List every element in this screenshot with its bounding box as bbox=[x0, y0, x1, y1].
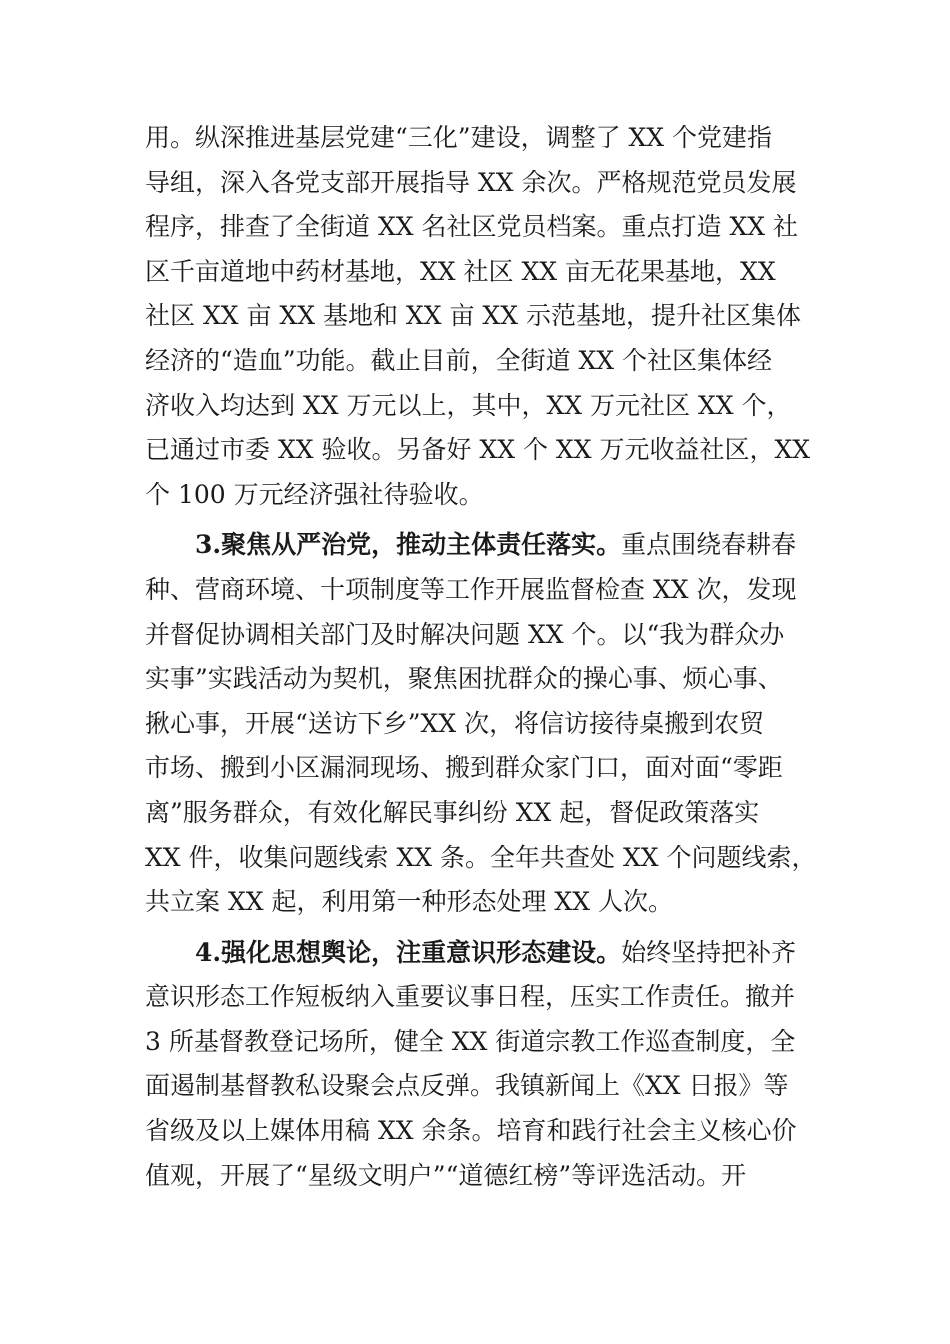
text-line: 3 所基督教登记场所，健全 XX 街道宗教工作巡查制度，全 bbox=[145, 1026, 796, 1056]
text-line: 并督促协调相关部门及时解决问题 XX 个。以“我为群众办 bbox=[145, 619, 785, 649]
text-line: 已通过市委 XX 验收。另备好 XX 个 XX 万元收益社区，XX bbox=[145, 435, 811, 465]
text-line: XX 件，收集问题线索 XX 条。全年共查处 XX 个问题线索， bbox=[145, 842, 817, 872]
section-heading: 4.强化思想舆论，注重意识形态建设。 bbox=[195, 937, 622, 967]
text-line: 用。纵深推进基层党建“三化”建设，调整了 XX 个党建指 bbox=[145, 123, 773, 152]
text-line: 值观，开展了“星级文明户”“道德红榜”等评选活动。开 bbox=[145, 1160, 747, 1190]
text-line: 导组，深入各党支部开展指导 XX 余次。严格规范党员发展 bbox=[145, 167, 797, 197]
text-line: 省级及以上媒体用稿 XX 余条。培育和践行社会主义核心价 bbox=[145, 1116, 797, 1146]
text-line: 意识形态工作短板纳入重要议事日程，压实工作责任。撤并 bbox=[145, 982, 796, 1012]
text-line: 揪心事，开展“送访下乡”XX 次，将信访接待桌搬到农贸 bbox=[145, 708, 765, 738]
paragraph-party-building bbox=[145, 116, 825, 517]
paragraph-ideology bbox=[145, 931, 825, 1199]
text-line: 程序，排查了全街道 XX 名社区党员档案。重点打造 XX 社 bbox=[145, 212, 798, 242]
text-line bbox=[145, 523, 825, 568]
text-line: 离”服务群众，有效化解民事纠纷 XX 起，督促政策落实 bbox=[145, 797, 760, 827]
text-line: 市场、搬到小区漏洞现场、搬到群众家门口，面对面“零距 bbox=[145, 753, 783, 783]
text-run: 始终坚持把补齐 bbox=[621, 937, 797, 967]
document-body bbox=[145, 116, 825, 1198]
text-line: 共立案 XX 起，利用第一种形态处理 XX 人次。 bbox=[145, 887, 673, 917]
text-line: 面遏制基督教私设聚会点反弹。我镇新闻上《XX 日报》等 bbox=[145, 1071, 789, 1101]
text-line: 社区 XX 亩 XX 基地和 XX 亩 XX 示范基地，提升社区集体 bbox=[145, 301, 801, 331]
text-run: 重点围绕春耕春 bbox=[621, 530, 797, 560]
text-line: 经济的“造血”功能。截止目前，全街道 XX 个社区集体经 bbox=[145, 345, 773, 375]
paragraph-strict-governance bbox=[145, 523, 825, 924]
text-line: 区千亩道地中药材基地，XX 社区 XX 亩无花果基地，XX bbox=[145, 256, 776, 286]
text-line: 个 100 万元经济强社待验收。 bbox=[145, 479, 484, 509]
section-heading: 3.聚焦从严治党，推动主体责任落实。 bbox=[195, 530, 622, 560]
text-line: 济收入均达到 XX 万元以上，其中，XX 万元社区 XX 个， bbox=[145, 390, 792, 420]
text-line bbox=[145, 931, 825, 976]
text-line: 种、营商环境、十项制度等工作开展监督检查 XX 次，发现 bbox=[145, 574, 797, 604]
text-line: 实事”实践活动为契机，聚焦困扰群众的操心事、烦心事、 bbox=[145, 664, 783, 694]
